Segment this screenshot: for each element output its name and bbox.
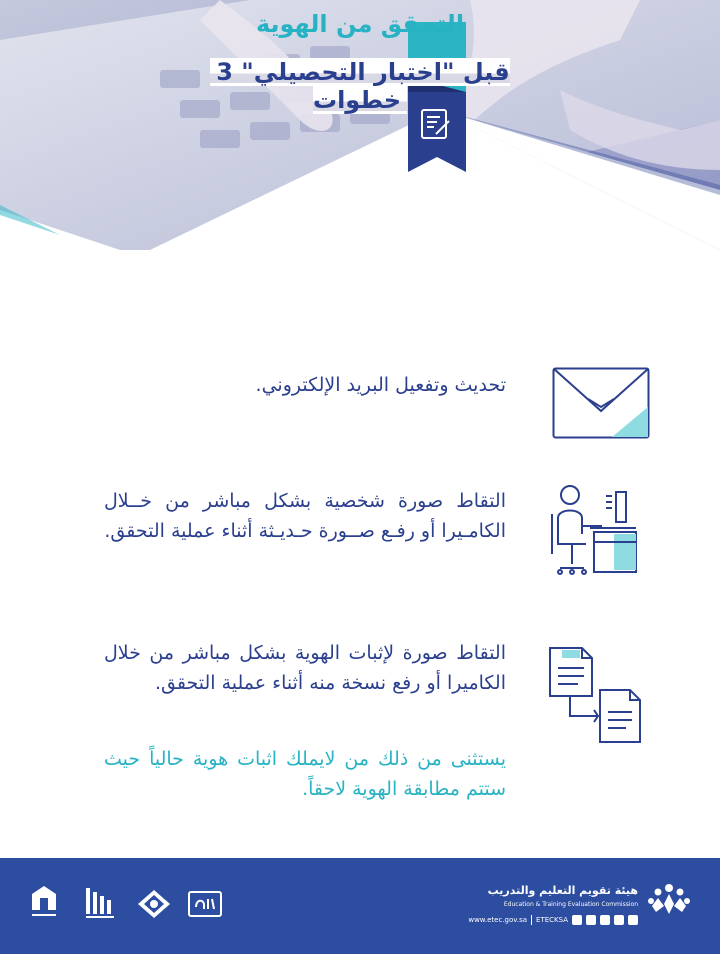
- masar-logo: [80, 884, 122, 926]
- etec-logo: [646, 882, 692, 924]
- step-3-note: يستثنى من ذلك من لايملك اثبات هوية حالياً حيث ستتم مطابقة الهوية لاحقاً.: [104, 748, 506, 800]
- person-at-desk-icon: [550, 484, 642, 582]
- instagram-icon[interactable]: [586, 915, 596, 925]
- twitter-icon[interactable]: [614, 915, 624, 925]
- org-name-en: Education & Training Evaluation Commission: [503, 901, 638, 908]
- divider: [531, 915, 532, 925]
- footer-bar: [0, 858, 720, 954]
- handle-text: ETECKSA: [536, 916, 568, 924]
- facebook-icon[interactable]: [628, 915, 638, 925]
- linkedin-icon[interactable]: [572, 915, 582, 925]
- step-3-text: التقاط صورة لإثبات الهوية بشكل مباشر من خلال الكاميرا أو رفع نسخة منه أثناء عملية التحقق.: [104, 642, 506, 694]
- envelope-icon: [552, 367, 650, 443]
- website-link[interactable]: www.etec.gov.sa: [468, 916, 528, 924]
- page-title: التحقق من الهوية: [255, 10, 465, 38]
- step-1-text: تحديث وتفعيل البريد الإلكتروني.: [255, 374, 506, 396]
- social-links: [468, 914, 638, 926]
- qiyas-seal-logo: [134, 886, 174, 924]
- page-subtitle: قبل "اختبار التحصيلي" 3 خطوات: [160, 58, 560, 114]
- step-2-text: التقاط صورة شخصية بشكل مباشر من خــلال الكامـيرا أو رفـع صــورة حـديـثة أثناء عملية التحقق.: [104, 490, 506, 542]
- org-name-ar: هيئة تقويم التعليم والتدريب: [487, 884, 638, 897]
- documents-icon: [548, 646, 644, 750]
- youtube-icon[interactable]: [600, 915, 610, 925]
- tamayuz-logo: [28, 884, 68, 926]
- qiyas-logo: [188, 891, 222, 921]
